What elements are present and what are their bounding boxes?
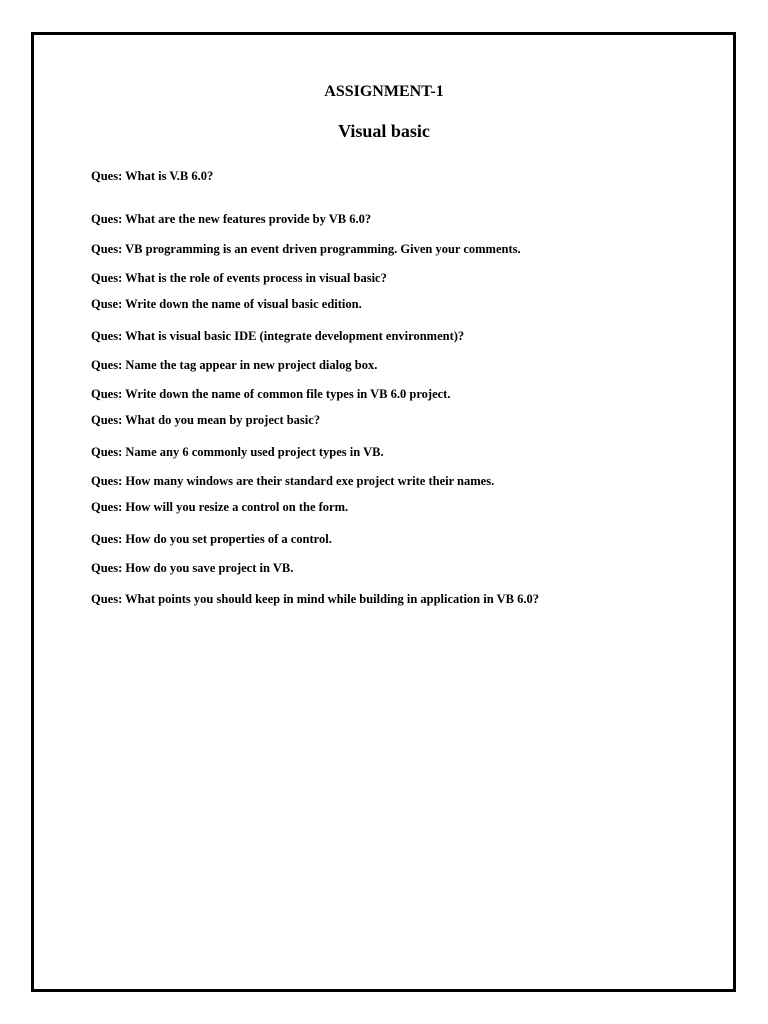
question-5: Quse: Write down the name of visual basic edition. [91,297,362,311]
question-1: Ques: What is V.B 6.0? [91,169,214,183]
document-subtitle: Visual basic [338,121,430,141]
question-6: Ques: What is visual basic IDE (integrate development environment)? [91,329,465,343]
question-4: Ques: What is the role of events process in visual basic? [91,271,387,285]
question-15: Ques: What points you should keep in mind while building in application in VB 6.0? [91,592,539,606]
question-2: Ques: What are the new features provide by VB 6.0? [91,212,372,226]
question-7: Ques: Name the tag appear in new project dialog box. [91,358,378,372]
question-3: Ques: VB programming is an event driven programming. Given your comments. [91,242,521,256]
question-9: Ques: What do you mean by project basic? [91,413,321,427]
document-title: ASSIGNMENT-1 [324,83,444,100]
question-8: Ques: Write down the name of common file types in VB 6.0 project. [91,387,451,401]
question-14: Ques: How do you save project in VB. [91,561,294,575]
question-10: Ques: Name any 6 commonly used project types in VB. [91,445,384,459]
question-11: Ques: How many windows are their standard exe project write their names. [91,474,495,488]
question-12: Ques: How will you resize a control on the form. [91,500,349,514]
question-13: Ques: How do you set properties of a control. [91,532,332,546]
